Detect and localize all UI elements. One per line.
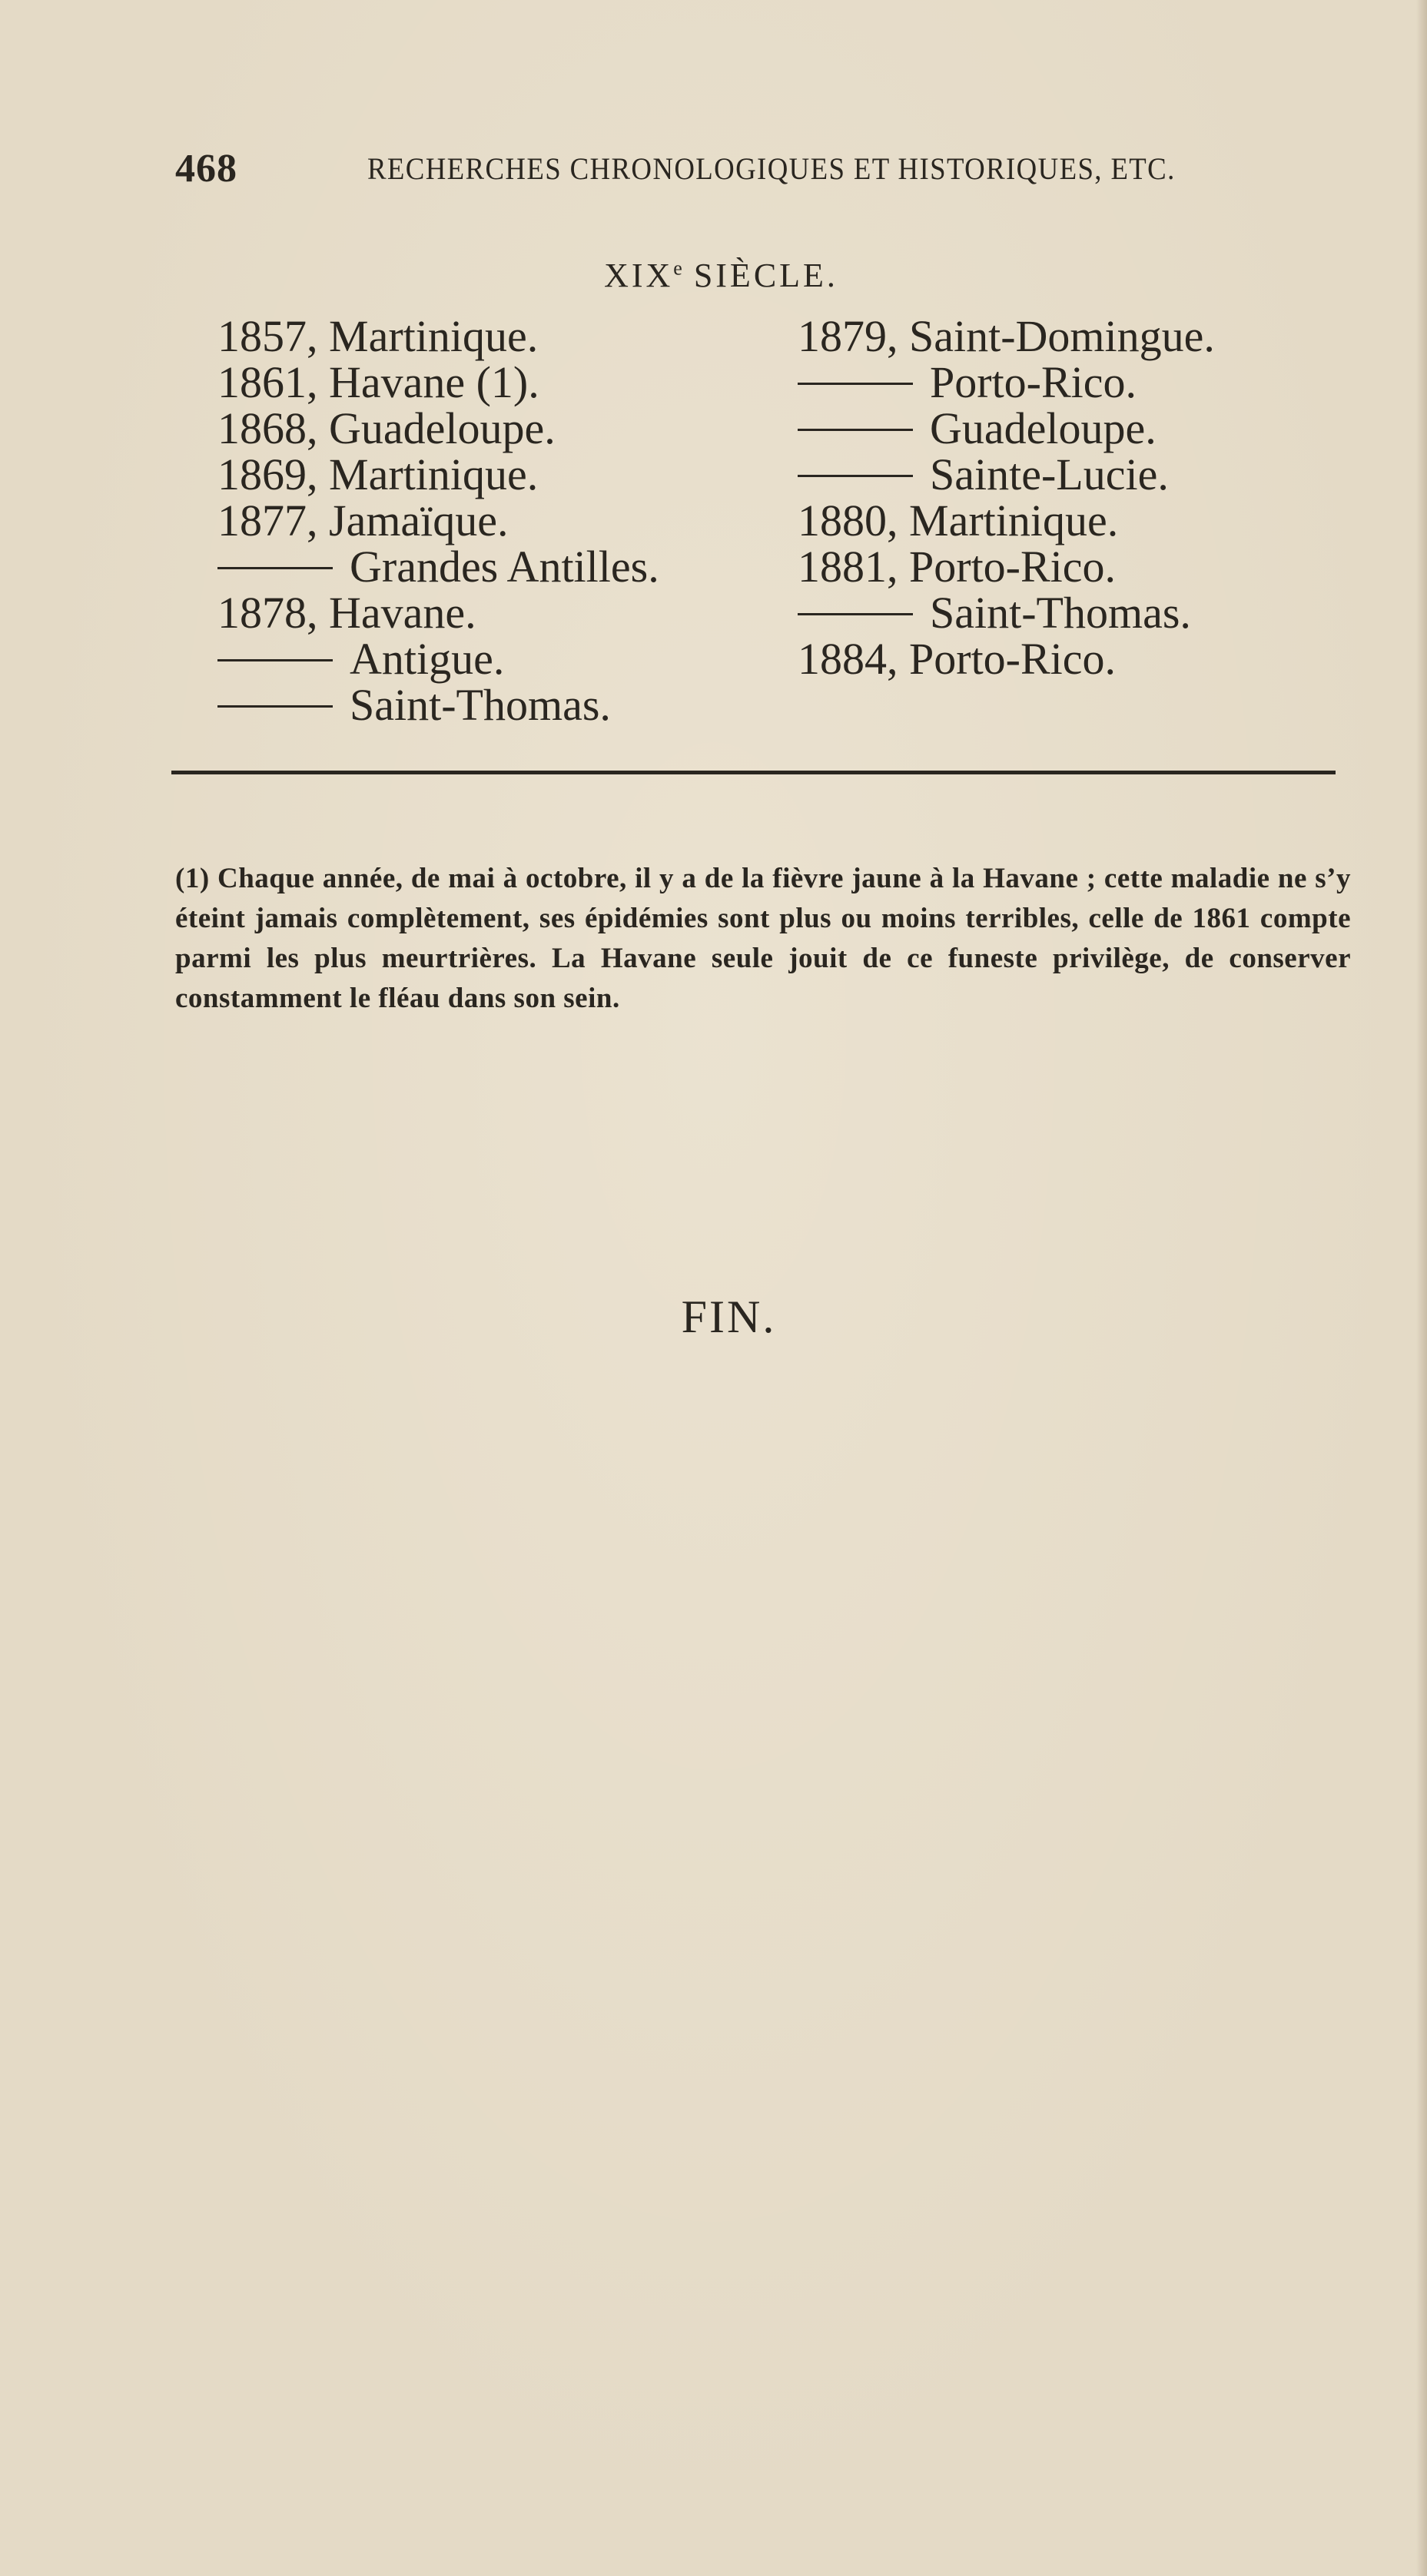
ditto-dash bbox=[217, 659, 333, 661]
list-item bbox=[217, 449, 659, 499]
list-item bbox=[217, 498, 659, 544]
ditto-dash bbox=[217, 705, 333, 708]
entry-place: Guadeloupe. bbox=[329, 403, 556, 453]
list-item bbox=[798, 636, 1215, 682]
entry-place: Sainte-Lucie. bbox=[930, 449, 1169, 499]
right-epidemic-list bbox=[798, 313, 1215, 682]
entry-place: Martinique. bbox=[909, 496, 1119, 545]
entry-year: 1857, bbox=[217, 311, 318, 361]
ditto-dash bbox=[217, 567, 333, 569]
entry-place: Saint-Domingue. bbox=[909, 311, 1215, 361]
list-item bbox=[217, 590, 659, 636]
footnote: (1) Chaque année, de mai à octobre, il y a de la fièvre jaune à la Havane ; cette maladie ne s’y éteint jamais complètement, ses épidémies sont plus ou moins terribles, celle de 1861 compte parmi les plus meurtrières. La Havane seule jouit de ce funeste privilège, de conserver constamment le fléau dans son sein. bbox=[175, 863, 1351, 1014]
entry-year: 1869, bbox=[217, 449, 318, 499]
entry-place: Porto-Rico. bbox=[909, 634, 1117, 684]
entry-place: Saint-Thomas. bbox=[930, 588, 1191, 638]
section-title-superscript: e bbox=[673, 257, 682, 280]
entry-year: 1861, bbox=[217, 357, 318, 407]
list-item bbox=[798, 449, 1215, 499]
list-item bbox=[798, 357, 1215, 407]
page-number: 468 bbox=[175, 147, 237, 191]
section-title-roman: XIX bbox=[604, 257, 674, 294]
entry-place: Martinique. bbox=[329, 449, 539, 499]
entry-place: Porto-Rico. bbox=[930, 357, 1137, 407]
entry-place: Porto-Rico. bbox=[909, 542, 1117, 592]
entry-place: Grandes Antilles. bbox=[350, 542, 659, 592]
list-item bbox=[217, 682, 659, 728]
list-item bbox=[798, 590, 1215, 636]
entry-place: Saint-Thomas. bbox=[350, 680, 611, 730]
list-item bbox=[217, 357, 659, 407]
list-item bbox=[217, 636, 659, 682]
list-item bbox=[798, 498, 1215, 544]
entry-year: 1879, bbox=[798, 311, 898, 361]
end-mark: FIN. bbox=[681, 1291, 777, 1342]
page-edge-shadow bbox=[1416, 0, 1427, 2576]
list-item bbox=[217, 403, 659, 453]
entry-year: 1880, bbox=[798, 496, 898, 545]
entry-year: 1877, bbox=[217, 496, 318, 545]
list-item bbox=[217, 313, 659, 360]
list-item bbox=[217, 544, 659, 590]
list-item bbox=[798, 544, 1215, 590]
entry-place: Martinique. bbox=[329, 311, 539, 361]
section-title-rest: SIÈCLE. bbox=[682, 257, 838, 294]
running-title: RECHERCHES CHRONOLOGIQUES ET HISTORIQUES, ETC. bbox=[367, 151, 1176, 186]
entry-place: Jamaïque. bbox=[329, 496, 509, 545]
ditto-dash bbox=[798, 429, 913, 431]
ditto-dash bbox=[798, 383, 913, 385]
entry-year: 1878, bbox=[217, 588, 318, 638]
entry-place: Havane (1). bbox=[329, 357, 539, 407]
footnote-separator-rule bbox=[171, 771, 1336, 774]
left-epidemic-list bbox=[217, 313, 659, 728]
section-title bbox=[0, 256, 1427, 295]
ditto-dash bbox=[798, 613, 913, 615]
entry-place: Antigue. bbox=[350, 634, 505, 684]
entry-place: Guadeloupe. bbox=[930, 403, 1157, 453]
entry-year: 1884, bbox=[798, 634, 898, 684]
ditto-dash bbox=[798, 475, 913, 477]
entry-year: 1881, bbox=[798, 542, 898, 592]
list-item bbox=[798, 313, 1215, 360]
entry-place: Havane. bbox=[329, 588, 476, 638]
list-item bbox=[798, 403, 1215, 453]
page-header bbox=[175, 146, 1251, 192]
entry-year: 1868, bbox=[217, 403, 318, 453]
